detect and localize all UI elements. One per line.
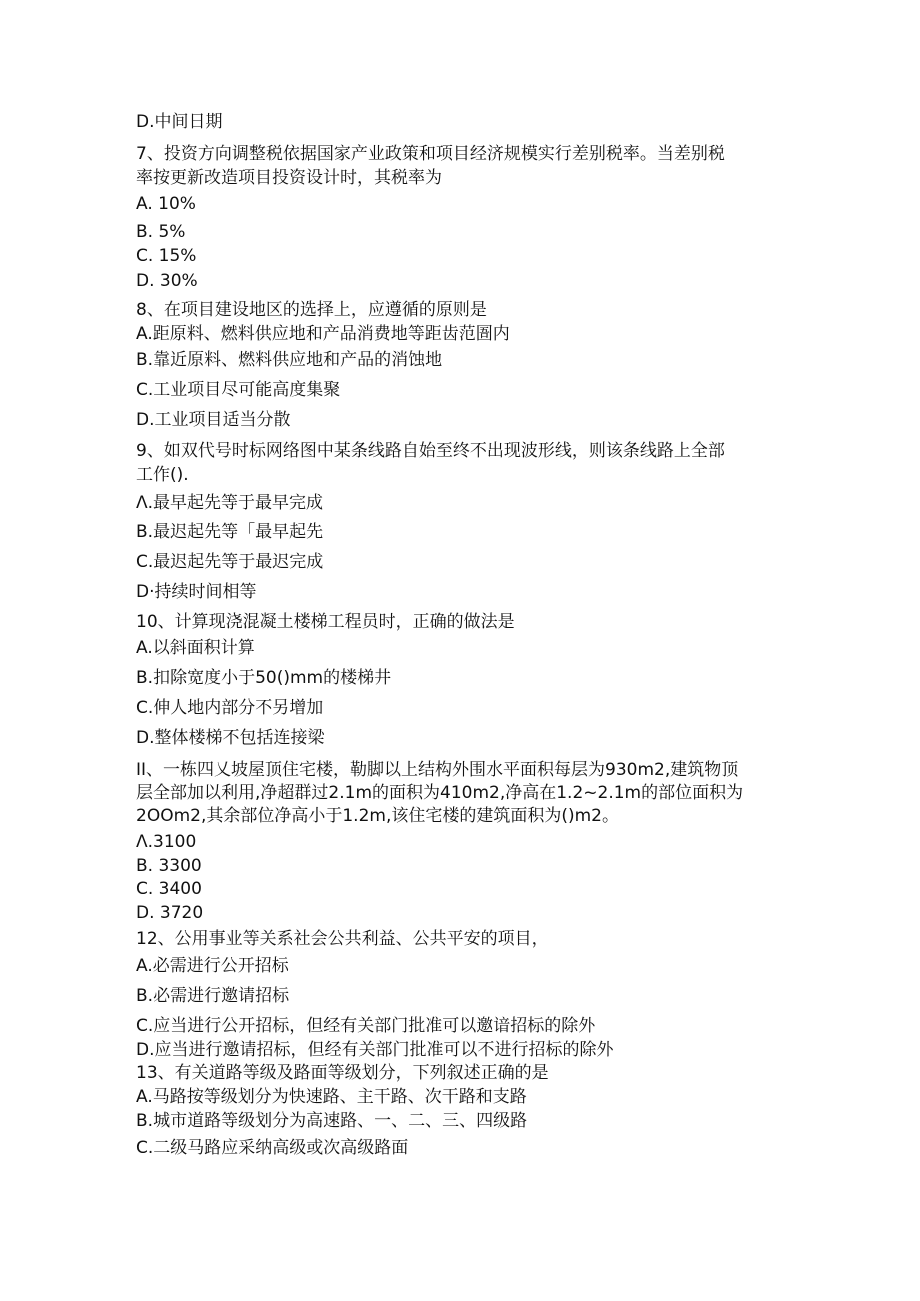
option-10a: A.以斜面积计算 — [136, 638, 255, 658]
option-13c: C.二级马路应采纳高级或次高级路面 — [136, 1138, 409, 1158]
option-13b: B.城市道路等级划分为高速路、一、二、三、四级路 — [136, 1111, 528, 1131]
option-11a: Λ.3100 — [136, 832, 197, 852]
option-13a: A.马路按等级划分为快速路、主干路、次干路和支路 — [136, 1087, 527, 1107]
question-13: 13、有关道路等级及路面等级划分，下列叙述正确的是 — [136, 1063, 549, 1083]
question-7-line-1: 7、投资方向调整税依据国家产业政策和项目经济规模实行差别税率。当差别税 — [136, 144, 725, 164]
question-9-line-2: 工作(). — [136, 465, 189, 485]
option-10b: B.扣除宽度小于50()mm的楼梯井 — [136, 668, 392, 688]
option-10c: C.伸人地内部分不另增加 — [136, 698, 324, 718]
question-10: 10、计算现浇混凝土楼梯工程员时，正确的做法是 — [136, 612, 515, 632]
option-11c: C. 3400 — [136, 879, 202, 899]
option-8a: A.距原料、燃料供应地和产品消费地等距齿范圄内 — [136, 324, 510, 344]
option-9c: C.最迟起先等于最迟完成 — [136, 552, 324, 572]
option-12d: D.应当进行邀请招标，但经有关部门批准可以不进行招标的除外 — [136, 1040, 614, 1060]
option-11b: B. 3300 — [136, 856, 202, 876]
option-11d: D. 3720 — [136, 903, 204, 923]
option-9b: B.最迟起先等「最早起先 — [136, 522, 324, 542]
option-12b: B.必需进行邀请招标 — [136, 986, 290, 1006]
option-7a: A. 10% — [136, 194, 196, 214]
question-12: 12、公用事业等关系社会公共利益、公共平安的项目， — [136, 929, 549, 949]
question-8: 8、在项目建设地区的选择上，应遵循的原则是 — [136, 300, 487, 320]
question-11-line-1: II、一栋四乂坡屋顶住宅楼，勒脚以上结构外围水平面积每层为930m2,建筑物顶 — [136, 760, 739, 780]
option-8d: D.工业项目适当分散 — [136, 410, 291, 430]
question-9-line-1: 9、如双代号时标网络图中某条线路自始至终不出现波形线，则该条线路上全部 — [136, 441, 725, 461]
question-7-line-2: 率按更新改造项目投资设计时，其税率为 — [136, 168, 442, 188]
question-11-line-2: 层全部加以利用,净超群过2.1m的面积为410m2,净高在1.2~2.1m的部位面积为 — [136, 783, 744, 803]
option-7b: B. 5% — [136, 222, 186, 242]
option-9d: D·持续时间相等 — [136, 582, 257, 602]
option-7c: C. 15% — [136, 246, 197, 266]
question-11-line-3: 2OOm2,其余部位净高小于1.2m,该住宅楼的建筑面积为()m2。 — [136, 806, 619, 826]
option-10d: D.整体楼梯不包括连接梁 — [136, 728, 325, 748]
option-8c: C.工业项目尽可能高度集聚 — [136, 380, 341, 400]
option-7d: D. 30% — [136, 271, 198, 291]
option-8b: B.靠近原料、燃料供应地和产品的消蚀地 — [136, 350, 443, 370]
option-12c: C.应当进行公开招标，但经有关部门批准可以邀谙招标的除外 — [136, 1016, 596, 1036]
option-9a: Λ.最早起先等于最早完成 — [136, 493, 324, 513]
option-6d: D.中间日期 — [136, 112, 223, 132]
option-12a: A.必需进行公开招标 — [136, 956, 289, 976]
